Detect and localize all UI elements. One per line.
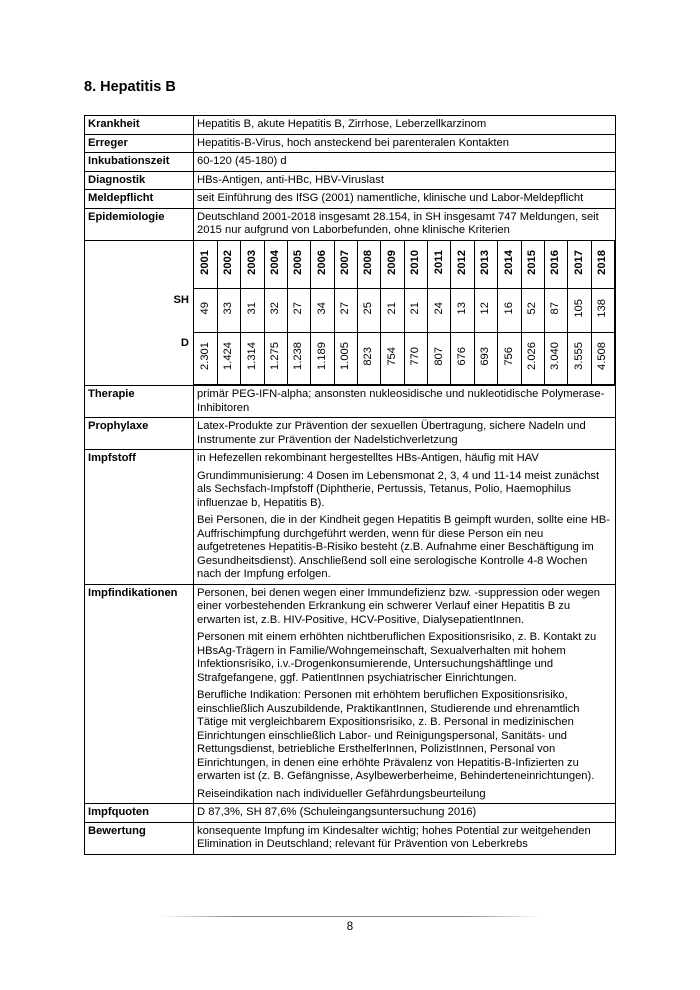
year-cell-value: 2010 — [409, 249, 422, 275]
d-cell-value: 2.301 — [198, 342, 211, 371]
year-cell — [474, 241, 497, 289]
year-cell-value: 2011 — [432, 249, 445, 275]
year-cell — [568, 241, 591, 289]
sh-cell-value: 13 — [455, 302, 468, 315]
d-cell-value: 1.424 — [222, 342, 235, 371]
paragraph: Grundimmunisierung: 4 Dosen im Lebensmonat 2, 3, 4 und 11-14 meist zunächst als Sechsfach-Impfstoff (Diphtherie, Pertussis, Tetanus, Polio, Haemophilus influenzae b, Hepatitis B). — [197, 469, 600, 509]
row-value: 60-120 (45-180) d — [194, 153, 616, 172]
table-row — [85, 171, 616, 190]
years-row — [194, 241, 615, 289]
row-label: Bewertung — [85, 822, 194, 854]
year-cell — [194, 241, 217, 289]
sh-cell-value: 12 — [479, 302, 492, 315]
row-label: Impfindikationen — [85, 584, 194, 804]
d-cell-value: 756 — [502, 346, 515, 366]
sh-cell — [428, 289, 451, 333]
sh-cell — [217, 289, 240, 333]
sh-cell — [381, 289, 404, 333]
epi-row-labels — [85, 240, 194, 386]
row-value: seit Einführung des IfSG (2001) namentliche, klinische und Labor-Meldepflicht — [194, 190, 616, 209]
row-value: Hepatitis B, akute Hepatitis B, Zirrhose, Leberzellkarzinom — [194, 116, 616, 135]
d-cell — [358, 333, 381, 385]
year-cell — [381, 241, 404, 289]
d-cell-value: 770 — [409, 346, 422, 366]
row-label: Inkubationszeit — [85, 153, 194, 172]
table-row — [85, 822, 616, 854]
table-row — [85, 450, 616, 585]
d-cell — [474, 333, 497, 385]
year-cell — [241, 241, 264, 289]
row-value: D 87,3%, SH 87,6% (Schuleingangsuntersuchung 2016) — [194, 804, 616, 823]
row-label: Therapie — [85, 386, 194, 418]
year-cell — [451, 241, 474, 289]
d-cell — [568, 333, 591, 385]
d-cell-value: 676 — [455, 346, 468, 366]
sh-cell-value: 27 — [292, 302, 305, 315]
sh-cell-value: 49 — [198, 302, 211, 315]
year-cell-value: 2009 — [385, 249, 398, 275]
sh-cell — [194, 289, 217, 333]
sh-cell — [544, 289, 567, 333]
sh-cell-value: 21 — [409, 302, 422, 315]
year-cell — [591, 241, 614, 289]
row-label: Epidemiologie — [85, 208, 194, 240]
footer-divider — [160, 916, 540, 917]
row-value: Latex-Produkte zur Prävention der sexuellen Übertragung, sichere Nadeln und Instrumente zur Prävention der Nadelstichverletzung — [194, 418, 616, 450]
year-cell — [217, 241, 240, 289]
paragraph: Personen mit einem erhöhten nichtberuflichen Expositionsrisiko, z. B. Kontakt zu HBsAg-Trägern in Familie/Wohngemeinschaft, Sexualverhalten mit hohem Infektionsrisiko, i.v.-Drogenkonsumierende, Untersuchungshäftlinge und Strafgefangene, ggf. PatientInnen psychiatrischer Einrichtungen. — [197, 631, 597, 684]
row-value — [194, 450, 616, 585]
sh-cell — [591, 289, 614, 333]
sh-cell — [287, 289, 310, 333]
paragraph: Reiseindikation nach individueller Gefährdungsbeurteilung — [197, 787, 486, 800]
row-label-sh: SH — [173, 293, 189, 306]
sh-cell — [568, 289, 591, 333]
d-cell-value: 1.275 — [269, 342, 281, 371]
d-cell — [381, 333, 404, 385]
sh-cell — [404, 289, 427, 333]
d-cell — [241, 333, 264, 385]
paragraph: in Hefezellen rekombinant hergestelltes HBs-Antigen, häufig mit HAV — [197, 452, 539, 464]
table-row — [85, 584, 616, 804]
sh-cell-value: 33 — [222, 302, 235, 315]
sh-cell — [241, 289, 264, 333]
d-cell — [334, 333, 357, 385]
row-label-d: D — [180, 336, 189, 349]
sh-cell-value: 24 — [432, 302, 445, 315]
d-row — [194, 333, 615, 385]
year-cell — [498, 241, 521, 289]
table-row — [85, 208, 616, 240]
page-title: 8. Hepatitis B — [84, 79, 176, 95]
year-cell — [428, 241, 451, 289]
paragraph: Bei Personen, die in der Kindheit gegen Hepatitis B geimpft wurden, sollte eine HB-Auffrischimpfung durchgeführt werden, wenn für diese Person ein neu aufgetretenes Hepatitis-B-Risiko besteht (z.B. Aufnahme einer Beschäftigung im Gesundheitsdienst). Anschließend soll eine serologische Kontrolle 4-8 Wochen nach der Impfung erfolgen. — [197, 514, 610, 580]
d-cell-value: 4.508 — [596, 342, 609, 371]
row-label: Impfquoten — [85, 804, 194, 823]
row-value: konsequente Impfung im Kindesalter wichtig; hohes Potential zur weitgehenden Elimination in Deutschland; relevant für Prävention von Leberkrebs — [194, 822, 616, 854]
row-label: Impfstoff — [85, 450, 194, 585]
d-cell-value: 1.005 — [339, 342, 352, 371]
epidemiology-cases-table — [194, 240, 616, 386]
table-row — [85, 190, 616, 209]
year-cell-value: 2015 — [525, 249, 538, 275]
sh-cell-value: 16 — [502, 302, 515, 315]
row-value: Hepatitis-B-Virus, hoch ansteckend bei parenteralen Kontakten — [194, 134, 616, 153]
table-row — [85, 153, 616, 172]
sh-cell — [474, 289, 497, 333]
sh-row — [194, 289, 615, 333]
year-cell — [311, 241, 334, 289]
year-cell-value: 2001 — [198, 249, 211, 275]
year-cell-value: 2005 — [292, 249, 305, 275]
hepatitis-b-table — [84, 115, 616, 855]
sh-cell-value: 138 — [596, 298, 609, 318]
d-cell-value: 1.238 — [292, 342, 305, 371]
d-cell-value: 754 — [385, 346, 398, 366]
row-label: Diagnostik — [85, 171, 194, 190]
epidemiology-data-row — [85, 240, 616, 386]
year-cell-value: 2006 — [315, 249, 328, 275]
d-cell-value: 2.026 — [525, 342, 538, 371]
year-cell — [264, 241, 287, 289]
page-number: 8 — [346, 921, 354, 933]
year-cell — [521, 241, 544, 289]
d-cell-value: 3.040 — [549, 342, 562, 371]
sh-cell-value: 87 — [549, 302, 562, 315]
d-cell — [311, 333, 334, 385]
d-cell-value: 693 — [479, 346, 492, 366]
sh-cell-value: 52 — [525, 302, 538, 315]
sh-cell — [264, 289, 287, 333]
sh-cell-value: 105 — [572, 298, 585, 318]
sh-cell — [498, 289, 521, 333]
year-cell-value: 2014 — [502, 249, 515, 275]
year-cell — [544, 241, 567, 289]
row-value: HBs-Antigen, anti-HBc, HBV-Viruslast — [194, 171, 616, 190]
table-row — [85, 116, 616, 135]
year-cell — [404, 241, 427, 289]
row-value: Deutschland 2001-2018 insgesamt 28.154, in SH insgesamt 747 Meldungen, seit 2015 nur aufgrund von Laborbefunden, ohne klinische Kriterien — [194, 208, 616, 240]
year-cell-value: 2017 — [572, 249, 585, 275]
sh-cell — [334, 289, 357, 333]
d-cell — [428, 333, 451, 385]
d-cell-value: 823 — [362, 346, 375, 366]
sh-cell — [521, 289, 544, 333]
d-cell — [287, 333, 310, 385]
sh-cell-value: 31 — [245, 302, 258, 315]
d-cell — [591, 333, 614, 385]
year-cell — [358, 241, 381, 289]
row-label: Prophylaxe — [85, 418, 194, 450]
row-label: Meldepflicht — [85, 190, 194, 209]
d-cell — [451, 333, 474, 385]
d-cell-value: 1.314 — [245, 342, 258, 371]
d-cell-value: 3.555 — [572, 342, 585, 371]
d-cell-value: 807 — [432, 346, 445, 366]
d-cell — [521, 333, 544, 385]
sh-cell-value: 25 — [362, 302, 375, 315]
row-value: primär PEG-IFN-alpha; ansonsten nukleosidische und nukleotidische Polymerase-Inhibitoren — [194, 386, 616, 418]
year-cell-value: 2012 — [455, 249, 468, 275]
paragraph: Berufliche Indikation: Personen mit erhöhtem beruflichen Expositionsrisiko, einschließlich Auszubildende, PraktikantInnen, Studierende und ehrenamtlich Tätige mit vergleichbarem Expositionsrisiko, z. B. Personal in medizinischen Einrichtungen einschließlich Labor- und Reinigungspersonal, Sanitäts- und Rettungsdienst, betriebliche ErsthelferInnen, PolizistInnen, Personal von Einrichtungen, in denen eine erhöhte Prävalenz von Hepatitis-B-Infizierten zu erwarten ist (z. B. Gefängnisse, Asylbewerberheime, Behinderteneinrichtungen). — [197, 689, 595, 782]
sh-cell — [358, 289, 381, 333]
d-cell — [264, 333, 287, 385]
table-row — [85, 418, 616, 450]
d-cell — [498, 333, 521, 385]
paragraph: Personen, bei denen wegen einer Immundefizienz bzw. -suppression oder wegen einer vorbestehenden Erkrankung ein schwerer Verlauf einer Hepatitis B zu erwarten ist, z.B. HIV-Positive, HCV-Positive, DialysepatientInnen. — [197, 586, 600, 626]
d-cell-value: 1.189 — [315, 342, 328, 371]
sh-cell-value: 27 — [339, 302, 352, 315]
year-cell-value: 2007 — [339, 249, 352, 275]
year-cell — [287, 241, 310, 289]
year-cell-value: 2018 — [596, 249, 609, 275]
year-cell-value: 2008 — [362, 249, 375, 275]
table-row — [85, 386, 616, 418]
row-label: Erreger — [85, 134, 194, 153]
row-value — [194, 584, 616, 804]
row-label: Krankheit — [85, 116, 194, 135]
d-cell — [544, 333, 567, 385]
d-cell — [194, 333, 217, 385]
sh-cell-value: 34 — [315, 302, 328, 315]
sh-cell-value: 21 — [385, 302, 398, 315]
year-cell — [334, 241, 357, 289]
year-cell-value: 2004 — [269, 249, 281, 275]
table-row — [85, 804, 616, 823]
sh-cell — [451, 289, 474, 333]
sh-cell-value: 32 — [269, 302, 281, 315]
d-cell — [217, 333, 240, 385]
sh-cell — [311, 289, 334, 333]
year-cell-value: 2016 — [549, 249, 562, 275]
year-cell-value: 2003 — [245, 249, 258, 275]
d-cell — [404, 333, 427, 385]
year-cell-value: 2013 — [479, 249, 492, 275]
year-cell-value: 2002 — [222, 249, 235, 275]
table-row — [85, 134, 616, 153]
